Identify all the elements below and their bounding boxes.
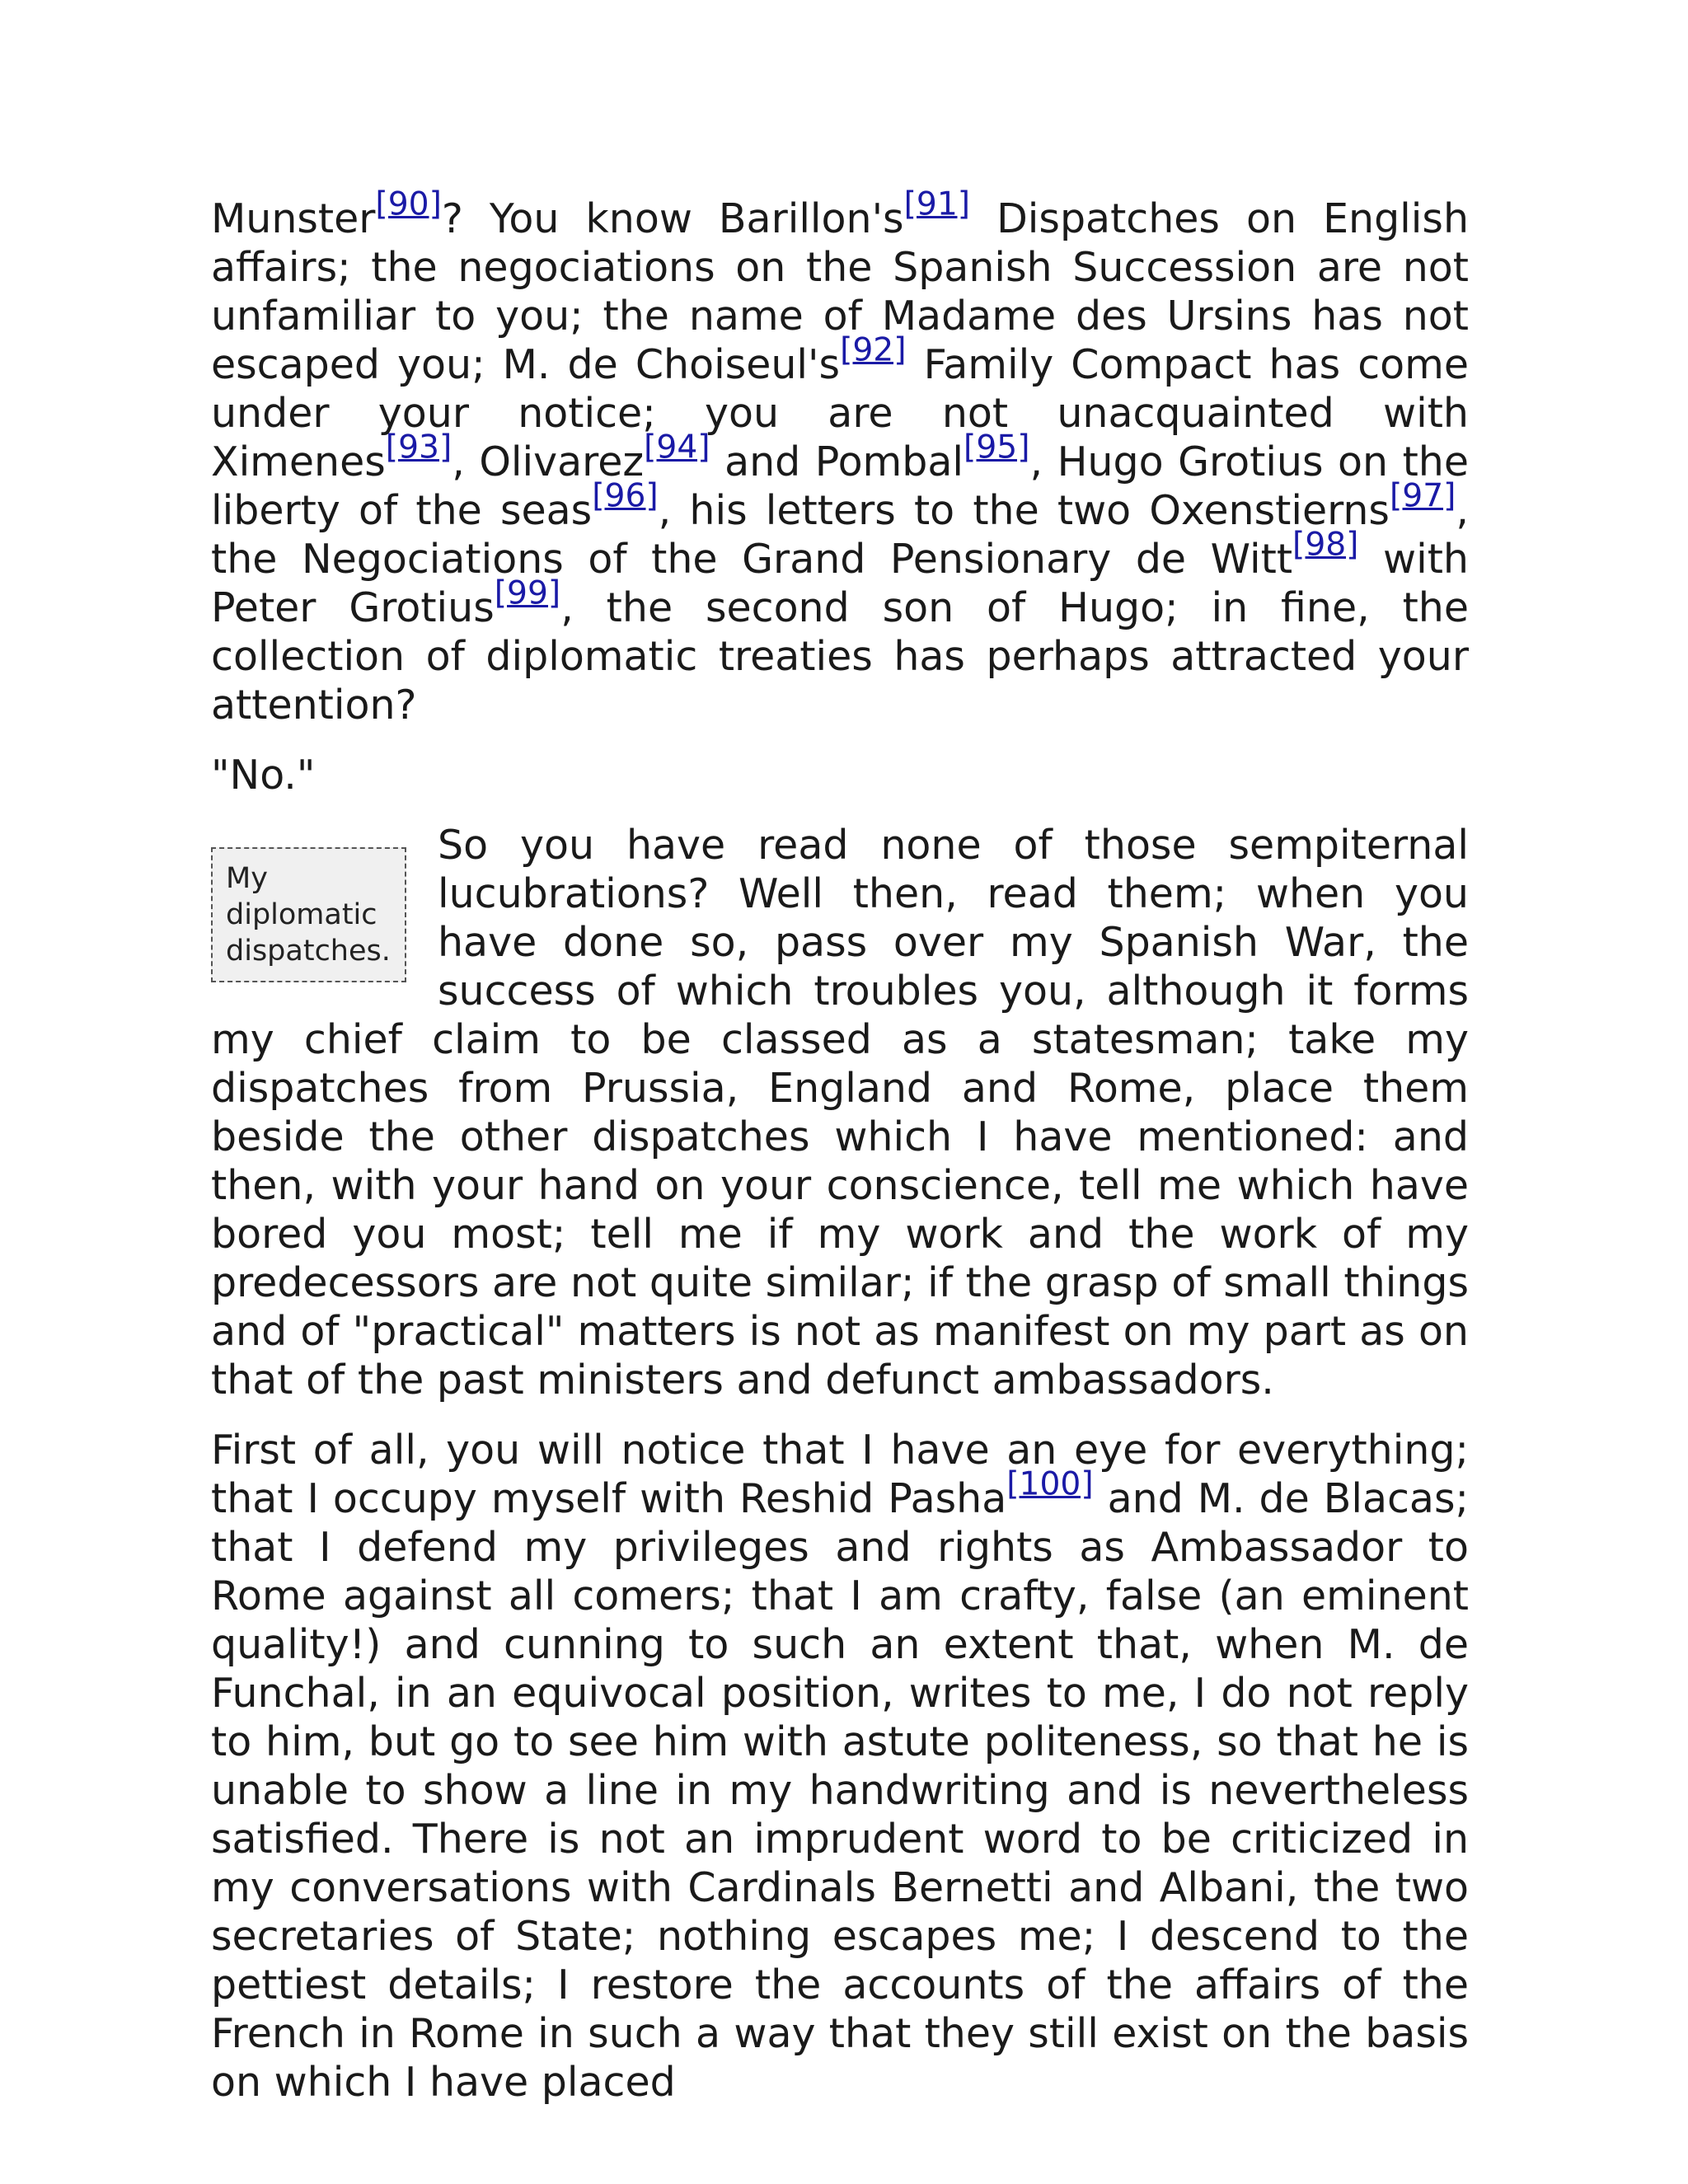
text-run: , Olivarez xyxy=(452,438,645,485)
sidenote: My diplomatic dispatches. xyxy=(211,847,406,982)
text-run: ? You know Barillon's xyxy=(441,195,904,242)
footnote-link-98[interactable]: [98] xyxy=(1292,526,1359,564)
text-run: , the Negociations of the Grand Pensionary de Witt xyxy=(211,487,1469,583)
text-run: So you have read none of those sempiternal lucubrations? Well then, read them; when you have done so, pass over my Spanish War, the success of which troubles you, although it forms my chief claim to be classed as a statesman; take my dispatches from Prussia, England and Rome, place them beside the other dispatches which I have mentioned: and then, with your hand on your conscience, tell me which have bored you most; tell me if my work and the work of my predecessors are not quite similar; if the grasp of small things and of "practical" matters is not as manifest on my part as on that of the past ministers and defunct ambassadors. xyxy=(211,822,1469,1404)
text-run: Dispatches on English affairs; the negociations on the Spanish Succession are not unfamiliar to you; the name of Madame des Ursins has not escaped you; M. de Choiseul's xyxy=(211,195,1469,388)
footnote-link-95[interactable]: [95] xyxy=(964,429,1030,466)
text-run: and Pombal xyxy=(710,438,964,485)
footnote-link-93[interactable]: [93] xyxy=(385,429,452,466)
footnote-link-92[interactable]: [92] xyxy=(840,331,907,369)
footnote-link-99[interactable]: [99] xyxy=(494,574,561,612)
paragraph-4 xyxy=(211,1426,1469,2107)
text-run: , Hugo Grotius on the liberty of the seas xyxy=(211,438,1469,534)
text-run: Munster xyxy=(211,195,376,242)
paragraph-2: "No." xyxy=(211,752,316,799)
footnote-link-96[interactable]: [96] xyxy=(592,477,659,515)
text-run: with Peter Grotius xyxy=(211,536,1469,631)
footnote-link-100[interactable]: [100] xyxy=(1006,1465,1094,1503)
footnote-link-97[interactable]: [97] xyxy=(1389,477,1456,515)
footnote-link-91[interactable]: [91] xyxy=(903,185,971,223)
text-run: First of all, you will notice that I have an eye for everything; that I occupy myself with Reshid Pasha xyxy=(211,1427,1469,1522)
text-run: , the second son of Hugo; in fine, the collection of diplomatic treaties has perhaps attracted your attention? xyxy=(211,584,1469,729)
text-run: Family Compact has come under your notice; you are not unacquainted with Ximenes xyxy=(211,341,1470,485)
paragraph-1 xyxy=(211,185,1470,729)
footnote-link-94[interactable]: [94] xyxy=(644,429,710,466)
footnote-link-90[interactable]: [90] xyxy=(375,185,442,223)
paragraph-3 xyxy=(211,821,1469,1404)
text-run: and M. de Blacas; that I defend my privileges and rights as Ambassador to Rome against all comers; that I am crafty, false (an eminent quality!) and cunning to such an extent that, when M. de Funchal, in an equivocal position, writes to me, I do not reply to him, but go to see him with astute politeness, so that he is unable to show a line in my handwriting and is nevertheless satisfied. There is not an imprudent word to be criticized in my conversations with Cardinals Bernetti and Albani, the two secretaries of State; nothing escapes me; I descend to the pettiest details; I restore the accounts of the affairs of the French in Rome in such a way that they still exist on the basis on which I have placed xyxy=(211,1475,1469,2106)
document-page xyxy=(211,185,1470,2128)
text-run: , his letters to the two Oxenstierns xyxy=(658,487,1390,534)
